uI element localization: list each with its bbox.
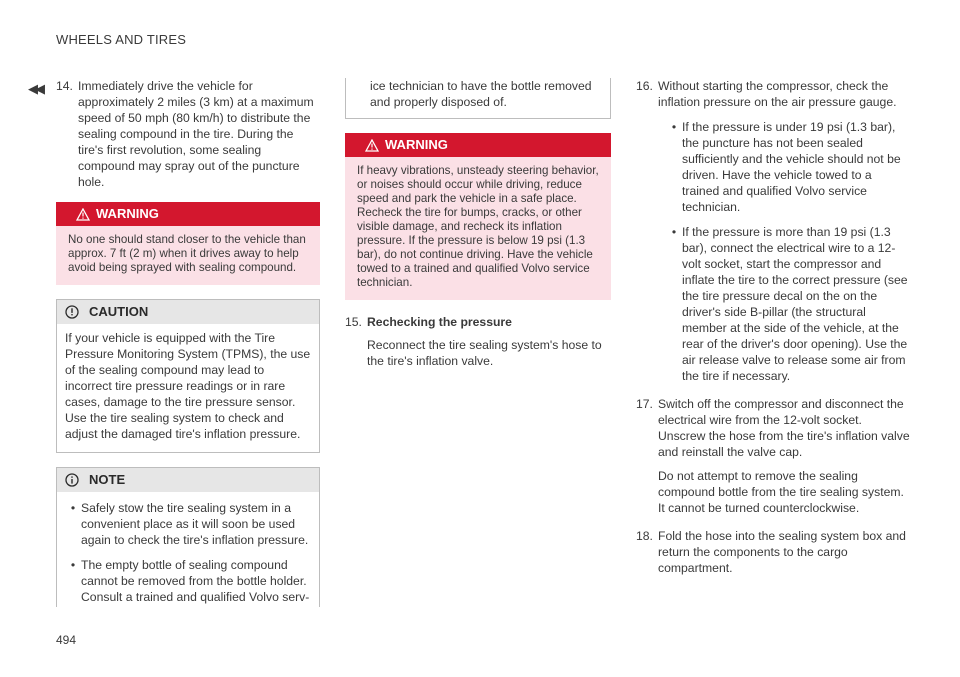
warning-box: [56, 202, 320, 285]
step-number: 15.: [345, 315, 362, 329]
step-number: 18.: [636, 529, 653, 543]
column-1: [56, 78, 320, 607]
page-number: 494: [56, 633, 77, 647]
step-bullets: [658, 119, 912, 384]
warning-triangle-icon: [76, 208, 90, 221]
note-continued: ice technician to have the bottle removed and properly disposed of.: [345, 78, 611, 119]
bullet-icon: •: [671, 120, 677, 134]
note-box: [56, 467, 320, 607]
warning-header: [56, 202, 320, 226]
bullet-icon: •: [70, 501, 76, 515]
caution-header: [57, 300, 319, 324]
caution-box: [56, 299, 320, 453]
step-15: [345, 314, 611, 369]
step-16: [636, 78, 912, 384]
step-17: [636, 396, 912, 516]
warning-text: If heavy vibrations, unsteady steering behavior, or noises should occur while driving, reduce speed and park the vehicle in a safe place. Recheck the tire for bumps, cracks, or other visible damage, and recheck its inflation pressure. If the pressure is below 19 psi (1.3 bar), do not continue driving. Have the vehicle towed to a trained and qualified Volvo service technician.: [357, 164, 599, 289]
note-body: [57, 492, 319, 607]
step-number: 14.: [56, 79, 73, 93]
bullet-icon: •: [671, 225, 677, 239]
column-2: [345, 78, 611, 381]
warning-header: [345, 133, 611, 157]
step-14: [56, 78, 320, 190]
step-bullet: • If the pressure is more than 19 psi (1.3 bar), connect the electrical wire to a 12-volt socket, start the compressor and inflate the tire to the correct pressure (see the tire pressure decal on the on the driver's side B-pillar (the structural member at the side of the vehicle, at the rear of the driver's door opening). Use the air release valve to release some air from the tire if necessary.: [666, 224, 912, 384]
step-18: [636, 528, 912, 576]
bullet-icon: •: [70, 558, 76, 572]
step-text: Switch off the compressor and disconnect the electrical wire from the 12-volt socket. Unscrew the hose from the tire's inflation valve and reinstall the valve cap.: [658, 397, 910, 459]
caution-icon: [65, 305, 79, 319]
note-bullet: • Safely stow the tire sealing system in a convenient place as it will soon be used again to check the tire's inflation pressure.: [65, 500, 311, 548]
warning-title: WARNING: [96, 206, 159, 221]
step-text: Without starting the compressor, check the inflation pressure on the air pressure gauge.: [658, 79, 897, 109]
page-header: WHEELS AND TIRES: [56, 32, 187, 47]
step-text: Immediately drive the vehicle for approximately 2 miles (3 km) at a maximum speed of 50 mph (80 km/h) to distribute the sealing compound in the tire. During the tire's first revolution, some sealing compound may spray out of the puncture hole.: [78, 79, 314, 189]
step-number: 16.: [636, 79, 653, 93]
step-title: Rechecking the pressure: [367, 315, 512, 329]
info-icon: [65, 473, 79, 487]
warning-title: WARNING: [385, 137, 448, 152]
note-bullet: • The empty bottle of sealing compound cannot be removed from the bottle holder. Consult a trained and qualified Volvo serv-: [65, 557, 311, 605]
caution-text: If your vehicle is equipped with the Tire Pressure Monitoring System (TPMS), the use of the sealing compound may lead to incorrect tire pressure readings or in rare cases, damage to the tire pressure sensor. Use the tire sealing system to check and adjust the damaged tire's inflation pressure.: [65, 331, 311, 441]
caution-title: CAUTION: [89, 304, 149, 319]
step-number: 17.: [636, 397, 653, 411]
warning-triangle-icon: [365, 139, 379, 152]
column-3: [636, 78, 912, 588]
note-title: NOTE: [89, 472, 126, 487]
warning-box: [345, 133, 611, 300]
note-header: [57, 468, 319, 492]
step-text: Fold the hose into the sealing system box and return the components to the cargo compartment.: [658, 529, 906, 575]
warning-text: No one should stand closer to the vehicle than approx. 7 ft (2 m) when it drives away to help avoid being sprayed with sealing compound.: [68, 233, 306, 274]
step-text: Reconnect the tire sealing system's hose to the tire's inflation valve.: [367, 338, 602, 368]
step-bullet: • If the pressure is under 19 psi (1.3 bar), the puncture has not been sealed sufficiently and the vehicle should not be driven. Have the vehicle towed to a trained and qualified Volvo service technician.: [666, 119, 912, 215]
back-arrow-icon[interactable]: ◀◀: [28, 81, 42, 96]
step-note: Do not attempt to remove the sealing compound bottle from the tire sealing system. It cannot be turned counterclockwise.: [658, 469, 904, 515]
